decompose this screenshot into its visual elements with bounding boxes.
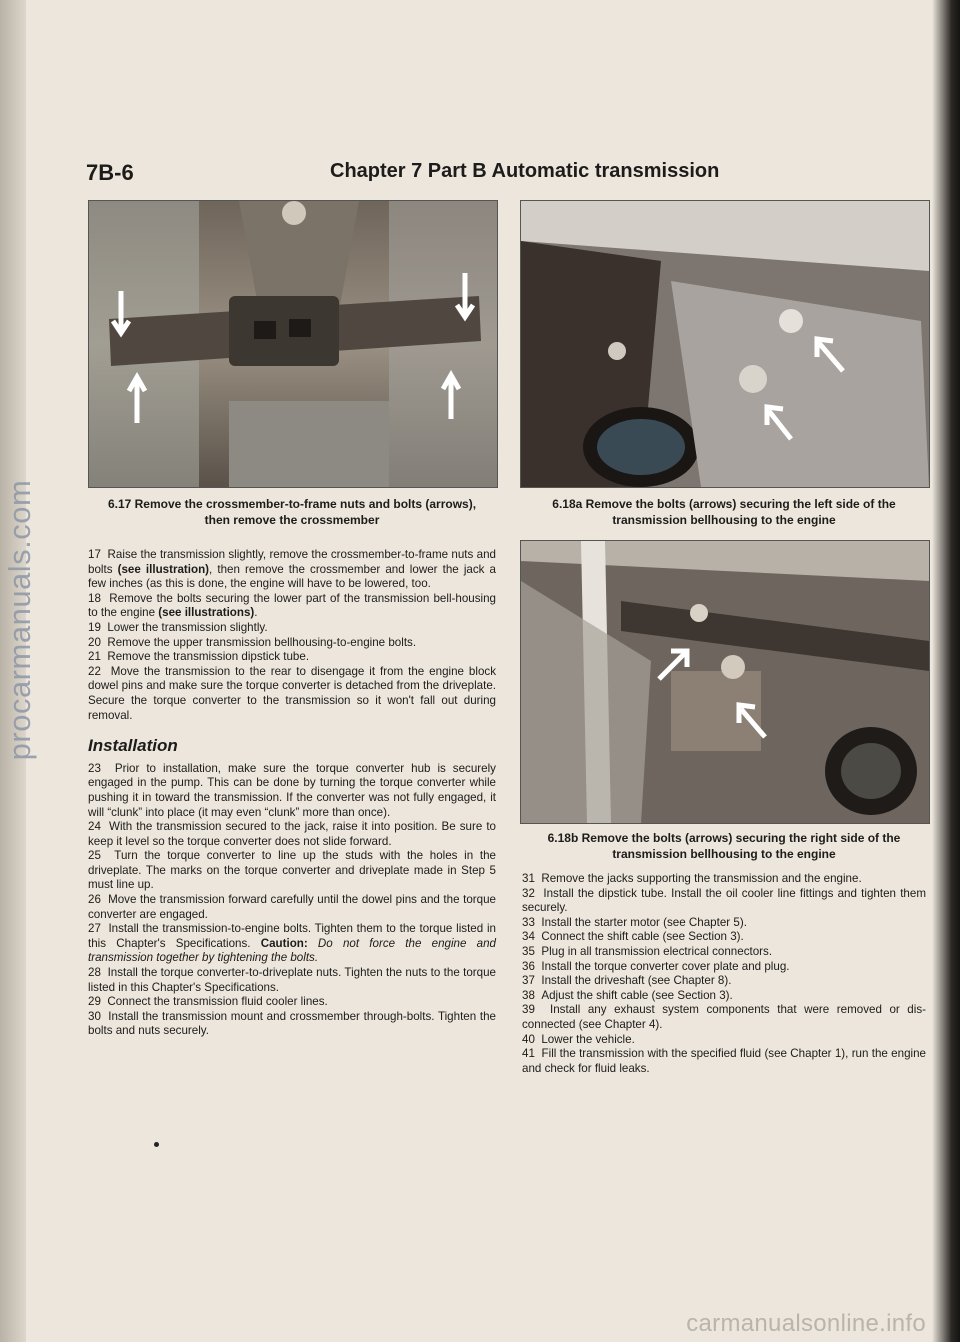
step-18: 18 Remove the bolts securing the lower part of the transmission bell-housing to the engine (see illustrations). bbox=[88, 591, 496, 620]
figure-6-17-caption: 6.17 Remove the crossmember-to-frame nuts and bolts (arrows), then remove the crossmember bbox=[107, 497, 477, 527]
page-edge-shadow bbox=[932, 0, 960, 1342]
step-35: 35 Plug in all transmission electrical connectors. bbox=[522, 944, 773, 958]
page-number: 7B-6 bbox=[86, 160, 134, 185]
bellhousing-left-photo bbox=[521, 201, 929, 487]
figure-6-17-photo bbox=[88, 200, 498, 488]
step-19: 19 Lower the transmission slightly. bbox=[88, 620, 268, 634]
figure-6-18a-caption: 6.18a Remove the bolts (arrows) securing the left side of the transmission bellhousing to the engine bbox=[552, 497, 896, 527]
step-27: 27 Install the transmission-to-engine bolts. Tighten them to the torque listed in this Chapter's Specifications. Caution: Do not force the engine and transmission together by tightening the bolts. bbox=[88, 922, 496, 965]
step-37: 37 Install the driveshaft (see Chapter 8). bbox=[522, 974, 732, 988]
step-30: 30 Install the transmission mount and crossmember through-bolts. Tighten the bolts and nuts securely. bbox=[88, 1009, 496, 1038]
step-34: 34 Connect the shift cable (see Section 3). bbox=[522, 930, 744, 944]
step-21: 21 Remove the transmission dipstick tube. bbox=[88, 650, 310, 664]
installation-heading: Installation bbox=[88, 736, 178, 756]
step-31: 31 Remove the jacks supporting the transmission and the engine. bbox=[522, 872, 862, 885]
footer-watermark: carmanualsonline.info bbox=[686, 1310, 926, 1337]
step-28: 28 Install the torque converter-to-driveplate nuts. Tighten the nuts to the torque listed in this Chapter's Specifications. bbox=[88, 966, 496, 994]
step-17: 17 Raise the transmission slightly, remove the crossmember-to-frame nuts and bolts (see illustration), then remove the crossmember and lower the jack a few inches (as this is done, the engine will have to be lowered, too. bbox=[88, 548, 497, 591]
step-29: 29 Connect the transmission fluid cooler lines. bbox=[88, 995, 328, 1009]
step-36: 36 Install the torque converter cover plate and plug. bbox=[522, 959, 790, 973]
bellhousing-right-photo bbox=[521, 541, 929, 823]
left-text-column bbox=[88, 548, 496, 1039]
figure-6-18b-caption: 6.18b Remove the bolts (arrows) securing the right side of the transmission bellhousing to the engine bbox=[547, 831, 901, 861]
side-watermark: procarmanuals.com bbox=[2, 479, 37, 761]
ink-spot bbox=[154, 1142, 159, 1147]
step-24: 24 With the transmission secured to the jack, raise it into position. Be sure to keep it level so the torque converter does not slide forward. bbox=[88, 820, 496, 848]
step-33: 33 Install the starter motor (see Chapter 5). bbox=[522, 915, 747, 929]
right-text-column bbox=[522, 872, 926, 1076]
step-39: 39 Install any exhaust system components that were removed or dis-connected (see Chapter 4). bbox=[522, 1003, 926, 1031]
step-26: 26 Move the transmission forward carefully until the dowel pins and the torque converter are engaged. bbox=[88, 893, 496, 921]
page-header bbox=[86, 160, 926, 194]
step-22: 22 Move the transmission to the rear to disengage it from the engine block dowel pins and make sure the torque converter is detached from the driveplate. Secure the torque converter to the transmission so it won't fall out during removal. bbox=[88, 664, 496, 722]
figure-6-18b-photo bbox=[520, 540, 930, 824]
chapter-title: Chapter 7 Part B Automatic transmission bbox=[330, 160, 720, 182]
step-41: 41 Fill the transmission with the specified fluid (see Chapter 1), run the engine and check for fluid leaks. bbox=[522, 1047, 926, 1075]
step-40: 40 Lower the vehicle. bbox=[522, 1032, 635, 1046]
step-32: 32 Install the dipstick tube. Install the oil cooler line fittings and tighten them securely. bbox=[522, 886, 926, 915]
crossmember-photo bbox=[89, 201, 497, 487]
step-20: 20 Remove the upper transmission bellhousing-to-engine bolts. bbox=[88, 635, 417, 649]
step-25: 25 Turn the torque converter to line up the studs with the holes in the driveplate. The marks on the torque converter and driveplate made in Step 5 must line up. bbox=[88, 849, 496, 892]
figure-6-18a-photo bbox=[520, 200, 930, 488]
step-38: 38 Adjust the shift cable (see Section 3). bbox=[522, 988, 733, 1002]
step-23: 23 Prior to installation, make sure the torque converter hub is securely engaged in the pump. This can be done by turning the torque converter while pushing it in toward the transmission. If the converter was not fully engaged, it will “clunk” into place (it may even “clunk” more than once). bbox=[88, 761, 496, 819]
